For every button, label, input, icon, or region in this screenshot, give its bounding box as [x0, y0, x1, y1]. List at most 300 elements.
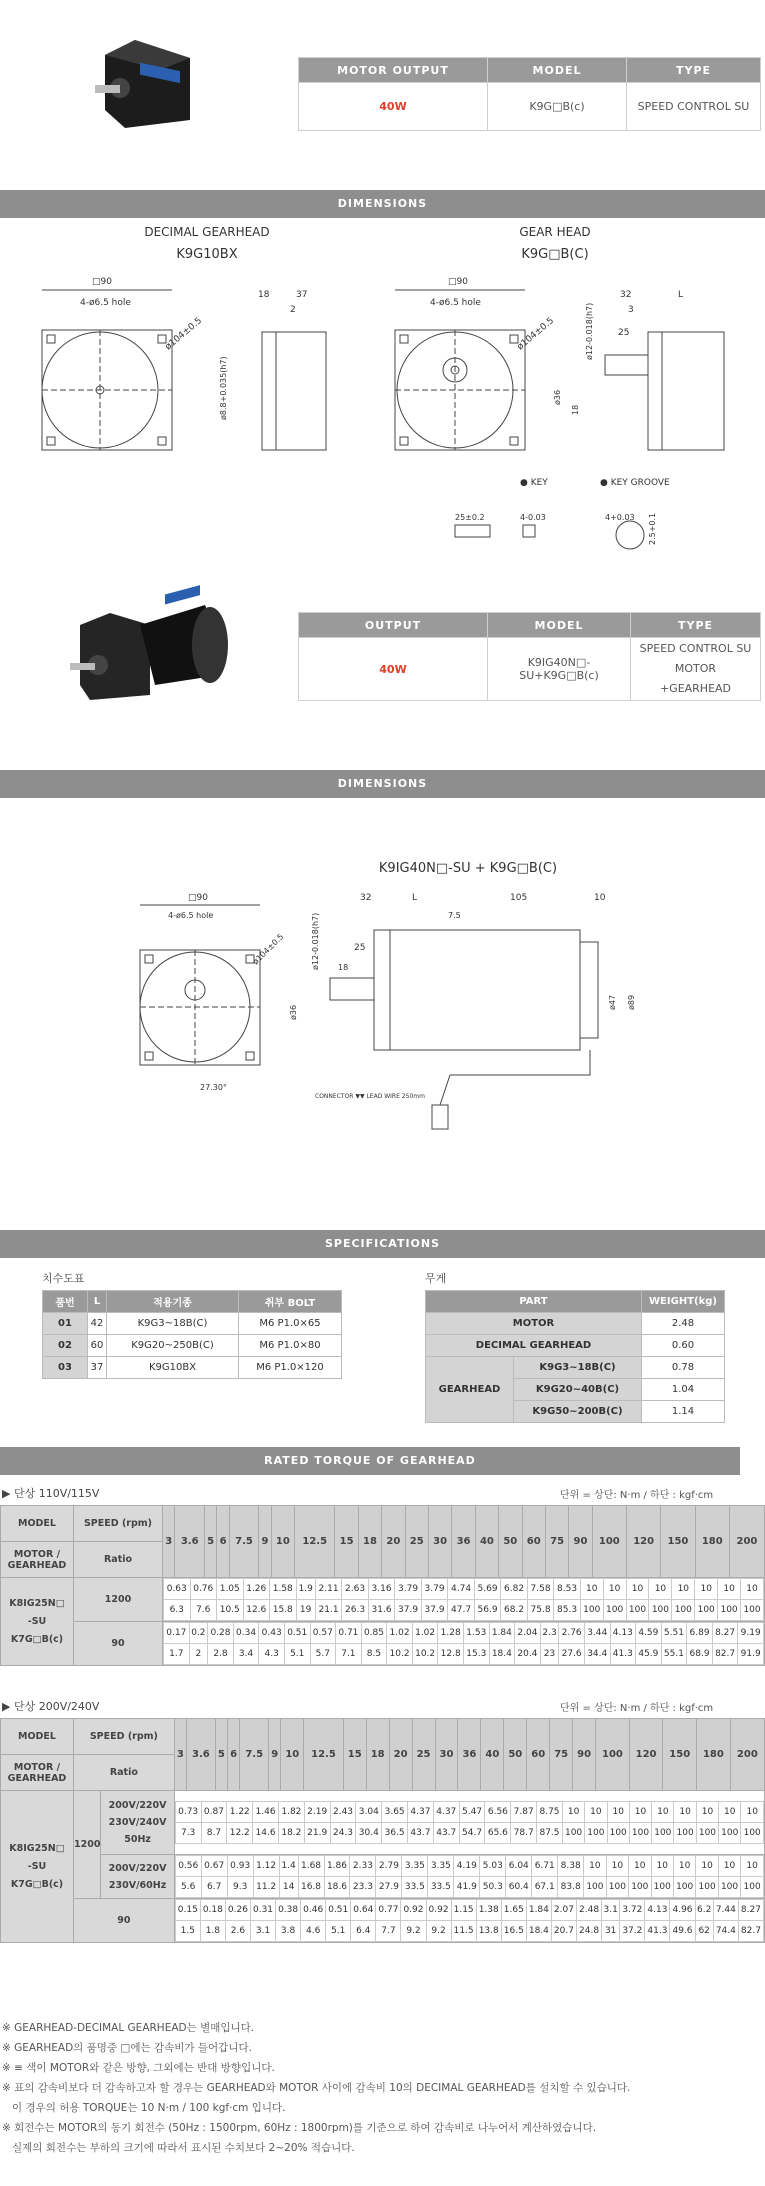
- torque-value-cell: 0.71: [336, 1623, 362, 1644]
- torque-value-cell: 2.43: [330, 1802, 356, 1823]
- torque-value-cell: 4.13: [645, 1900, 670, 1921]
- dl-label: L: [678, 290, 684, 300]
- gear-head-model: K9G□B(C): [521, 247, 589, 262]
- torque-value-cell: 5.69: [474, 1579, 501, 1600]
- t2-ratio-col: 3.6: [186, 1719, 215, 1791]
- torque-value-cell: 15.8: [270, 1600, 297, 1621]
- dim-cell: 42: [88, 1313, 107, 1335]
- t2-ratio-col: 180: [697, 1719, 731, 1791]
- motor-output-table: [298, 57, 761, 131]
- weight-header-weight: WEIGHT(kg): [642, 1291, 725, 1313]
- torque-value-cell: 24.8: [576, 1921, 601, 1942]
- k4-label: 4-0.03: [520, 513, 546, 522]
- torque-value-cell: 5.47: [459, 1802, 485, 1823]
- t1-ratio-col: 9: [259, 1506, 271, 1578]
- torque-value-cell: 10: [718, 1579, 741, 1600]
- torque-value-cell: 0.26: [225, 1900, 250, 1921]
- t1-ratio-col: 180: [695, 1506, 729, 1578]
- t1-ratio-col: 100: [592, 1506, 626, 1578]
- torque-value-cell: 6.4: [351, 1921, 376, 1942]
- t1-ratio-col: 30: [428, 1506, 451, 1578]
- torque-value-cell: 100: [629, 1877, 651, 1898]
- torque-value-cell: 10: [649, 1579, 672, 1600]
- t2-row-50hz: [174, 1791, 764, 1855]
- torque-value-cell: 8.75: [537, 1802, 563, 1823]
- torque-value-cell: 49.6: [670, 1921, 695, 1942]
- t1-model-line: K8IG25N□: [9, 1597, 65, 1609]
- t2-v50-line: 50Hz: [124, 1834, 151, 1845]
- k25-label: 25±0.2: [455, 513, 485, 522]
- torque-value-cell: 5.1: [284, 1644, 310, 1665]
- torque-value-cell: 3.44: [584, 1623, 610, 1644]
- torque-value-cell: 100: [673, 1877, 695, 1898]
- t1-motor-label: MOTOR / GEARHEAD: [1, 1542, 74, 1578]
- t1-ratio-col: 50: [499, 1506, 522, 1578]
- torque-value-cell: 3.79: [395, 1579, 422, 1600]
- weight-motor-value: 2.48: [642, 1313, 725, 1335]
- t2-ratio-col: 20: [389, 1719, 412, 1791]
- t1-ratio-col: 200: [729, 1506, 764, 1578]
- torque-value-cell: 10: [585, 1802, 607, 1823]
- t2-ratio-col: 50: [504, 1719, 527, 1791]
- torque-value-cell: 10: [607, 1802, 629, 1823]
- t1-rpm-90: 90: [74, 1622, 163, 1666]
- dim2-d18: 18: [338, 963, 349, 972]
- t1-ratio-col: 40: [475, 1506, 498, 1578]
- t2-model-line: K7G□B(c): [10, 1878, 64, 1890]
- dim-table-h1: L: [88, 1291, 107, 1313]
- torque-value-cell: 100: [718, 1600, 741, 1621]
- torque-value-cell: 41.9: [454, 1877, 480, 1898]
- torque-value-cell: 10: [651, 1856, 673, 1877]
- torque-value-cell: 10: [652, 1802, 674, 1823]
- torque-value-cell: 31.6: [368, 1600, 395, 1621]
- type-value-2: [631, 638, 761, 701]
- torque-value-cell: 2.76: [559, 1623, 585, 1644]
- torque-value-cell: 16.8: [298, 1877, 324, 1898]
- header-type: TYPE: [627, 58, 761, 83]
- t2-row-60hz: [174, 1855, 764, 1899]
- torque-value-cell: 10: [741, 1802, 764, 1823]
- torque-value-cell: 6.04: [506, 1856, 532, 1877]
- torque-value-cell: 6.3: [164, 1600, 191, 1621]
- torque-value-cell: 30.4: [356, 1823, 382, 1844]
- torque-value-cell: 100: [741, 1600, 764, 1621]
- note-line: ※ GEARHEAD의 품명중 □에는 감속비가 들어갑니다.: [2, 2042, 252, 2054]
- t1-row-1200: [163, 1578, 765, 1622]
- torque-value-cell: 100: [562, 1823, 584, 1844]
- torque-value-cell: 10: [741, 1856, 764, 1877]
- torque-value-cell: 6.56: [485, 1802, 511, 1823]
- torque-value-cell: 0.92: [426, 1900, 451, 1921]
- type-line-2: MOTOR: [674, 662, 717, 675]
- t1-row-90-grid: [163, 1622, 764, 1665]
- torque-value-cell: 43.7: [433, 1823, 459, 1844]
- torque-value-cell: 67.1: [532, 1877, 558, 1898]
- torque-value-cell: 2.07: [551, 1900, 576, 1921]
- torque-value-cell: 1.84: [489, 1623, 515, 1644]
- sq90-label-2: □90: [448, 277, 468, 287]
- torque-value-cell: 3.79: [421, 1579, 448, 1600]
- torque-value-cell: 5.03: [480, 1856, 506, 1877]
- torque-value-cell: 45.9: [636, 1644, 662, 1665]
- note-line: ※ GEARHEAD-DECIMAL GEARHEAD는 별매입니다.: [2, 2022, 255, 2034]
- torque-value-cell: 10: [696, 1802, 718, 1823]
- torque-value-cell: 10: [696, 1856, 718, 1877]
- dim-cell: K9G20~250B(C): [107, 1335, 239, 1357]
- d2-label: 2: [290, 305, 296, 315]
- t1-model-line: -SU: [27, 1615, 47, 1627]
- torque-value-cell: 8.7: [201, 1823, 227, 1844]
- torque-value-cell: 1.38: [476, 1900, 501, 1921]
- torque-value-cell: 0.51: [326, 1900, 351, 1921]
- t1-ratio-col: 36: [452, 1506, 475, 1578]
- dimensions-bar-1: DIMENSIONS: [0, 190, 765, 218]
- torque-value-cell: 1.02: [387, 1623, 413, 1644]
- dim2-connector: CONNECTOR ▼▼ LEAD WIRE 250mm: [315, 1093, 425, 1100]
- torque-value-cell: 91.9: [738, 1644, 764, 1665]
- torque-value-cell: 6.89: [687, 1623, 713, 1644]
- torque-value-cell: 41.3: [610, 1644, 636, 1665]
- t1-ratio-col: 20: [382, 1506, 405, 1578]
- torque-value-cell: 65.6: [485, 1823, 511, 1844]
- torque-value-cell: 0.77: [376, 1900, 401, 1921]
- torque-value-cell: 1.68: [298, 1856, 324, 1877]
- torque-value-cell: 14.6: [253, 1823, 279, 1844]
- torque-value-cell: 9.19: [738, 1623, 764, 1644]
- torque-value-cell: 0.2: [189, 1623, 208, 1644]
- torque-value-cell: 7.3: [175, 1823, 201, 1844]
- torque-value-cell: 1.9: [296, 1579, 315, 1600]
- t2-ratio-col: 200: [730, 1719, 764, 1791]
- torque-value-cell: 0.18: [200, 1900, 225, 1921]
- torque-value-cell: 10.2: [387, 1644, 413, 1665]
- torque-value-cell: 26.3: [342, 1600, 369, 1621]
- t2-model-line: -SU: [27, 1860, 47, 1872]
- note-line: ※ ≡ 색이 MOTOR와 같은 방향, 그외에는 반대 방향입니다.: [2, 2062, 275, 2074]
- pcd-label-2: ø104±0.5: [515, 316, 557, 353]
- torque-value-cell: 82.7: [712, 1644, 738, 1665]
- t1-row-1200-grid: [163, 1578, 764, 1621]
- model-value: K9G□B(c): [488, 83, 627, 131]
- type-line-1: SPEED CONTROL SU: [639, 642, 752, 655]
- weight-motor-label: MOTOR: [426, 1313, 642, 1335]
- torque-value-cell: 0.85: [361, 1623, 387, 1644]
- dim2-shaft: ø12-0.018(h7): [311, 912, 320, 970]
- t2-model-line: K8IG25N□: [9, 1842, 65, 1854]
- t2-ratio-col: 12.5: [304, 1719, 344, 1791]
- torque-value-cell: 100: [651, 1877, 673, 1898]
- hole-label-2: 4-ø6.5 hole: [430, 298, 481, 308]
- output-value-2: 40W: [299, 638, 488, 701]
- dimension-drawing-2-svg: [0, 850, 765, 1150]
- torque-value-cell: 0.63: [164, 1579, 191, 1600]
- decimal-gearhead-title: DECIMAL GEARHEAD: [144, 225, 270, 239]
- t2-motor-label: MOTOR / GEARHEAD: [1, 1755, 74, 1791]
- dim2-angle: 27.30°: [200, 1083, 227, 1092]
- type-value: SPEED CONTROL SU: [627, 83, 761, 131]
- torque-value-cell: 0.34: [233, 1623, 259, 1644]
- torque-value-cell: 82.7: [738, 1921, 763, 1942]
- torque-value-cell: 68.2: [501, 1600, 528, 1621]
- torque-value-cell: 21.9: [304, 1823, 330, 1844]
- torque-value-cell: 2.8: [208, 1644, 234, 1665]
- t1-model-name: [1, 1578, 74, 1666]
- dim2-d75: 7.5: [448, 911, 461, 920]
- d18b-label: 18: [571, 404, 580, 415]
- torque-value-cell: 87.5: [537, 1823, 563, 1844]
- torque-value-cell: 56.9: [474, 1600, 501, 1621]
- torque-value-cell: 100: [695, 1600, 718, 1621]
- dim2-pcd: ø104±0.5: [251, 932, 286, 967]
- torque-value-cell: 6.7: [201, 1877, 227, 1898]
- dim-cell: 01: [43, 1313, 88, 1335]
- torque-value-cell: 12.6: [243, 1600, 270, 1621]
- torque1-heading: ▶ 단상 110V/115V: [2, 1487, 100, 1500]
- t2-rpm-90: 90: [74, 1899, 175, 1943]
- torque-value-cell: 1.26: [243, 1579, 270, 1600]
- torque-value-cell: 33.5: [402, 1877, 428, 1898]
- torque-value-cell: 2.33: [350, 1856, 376, 1877]
- torque-value-cell: 62: [695, 1921, 713, 1942]
- weight-table: [425, 1290, 725, 1423]
- torque-value-cell: 1.82: [278, 1802, 304, 1823]
- torque-value-cell: 3.72: [620, 1900, 645, 1921]
- pcd-label-1: ø104±0.5: [163, 316, 205, 353]
- torque-value-cell: 85.3: [554, 1600, 581, 1621]
- torque-value-cell: 100: [584, 1877, 606, 1898]
- torque-value-cell: 4.59: [636, 1623, 662, 1644]
- torque-value-cell: 6.82: [501, 1579, 528, 1600]
- t2-ratio-col: 75: [550, 1719, 573, 1791]
- torque-value-cell: 10: [626, 1579, 649, 1600]
- t2-ratio-col: 6: [228, 1719, 240, 1791]
- torque-value-cell: 6.2: [695, 1900, 713, 1921]
- type-line-3: +GEARHEAD: [659, 682, 732, 695]
- weight-gearhead-label: GEARHEAD: [426, 1357, 514, 1423]
- dimension-drawing-2: [0, 850, 765, 1150]
- torque-value-cell: 10: [741, 1579, 764, 1600]
- dim-cell: K9G3~18B(C): [107, 1313, 239, 1335]
- dim-table-row: [43, 1335, 342, 1357]
- decimal-gearhead-model: K9G10BX: [176, 247, 238, 262]
- t1-ratio-col: 3.6: [175, 1506, 204, 1578]
- torque-value-cell: 8.53: [554, 1579, 581, 1600]
- torque-value-cell: 2.19: [304, 1802, 330, 1823]
- dim2-d89: ø89: [627, 994, 636, 1010]
- torque-value-cell: 74.4: [713, 1921, 738, 1942]
- torque-value-cell: 24.3: [330, 1823, 356, 1844]
- torque-value-cell: 55.1: [661, 1644, 687, 1665]
- torque-value-cell: 100: [607, 1823, 629, 1844]
- dimension-drawing-1: [0, 220, 765, 570]
- shaft-left-label: ø8.8+0.035(h7): [219, 356, 228, 420]
- t2-ratio-label: Ratio: [74, 1755, 175, 1791]
- torque-value-cell: 0.92: [401, 1900, 426, 1921]
- torque-value-cell: 100: [672, 1600, 695, 1621]
- t2-ratio-col: 10: [281, 1719, 304, 1791]
- torque-value-cell: 0.76: [190, 1579, 217, 1600]
- torque-value-cell: 0.51: [284, 1623, 310, 1644]
- torque-value-cell: 1.28: [438, 1623, 464, 1644]
- torque-value-cell: 100: [741, 1823, 764, 1844]
- torque-value-cell: 7.1: [336, 1644, 362, 1665]
- note-line: 실제의 회전수는 부하의 크기에 따라서 표시된 수치보다 2~20% 적습니다.: [2, 2142, 355, 2154]
- torque-value-cell: 4.13: [610, 1623, 636, 1644]
- t1-model-line: K7G□B(c): [10, 1633, 64, 1645]
- header-type-2: TYPE: [631, 613, 761, 638]
- weight-gear-value: 0.78: [642, 1357, 725, 1379]
- torque-value-cell: 0.64: [351, 1900, 376, 1921]
- torque-value-cell: 3.16: [368, 1579, 395, 1600]
- t1-ratio-col: 6: [217, 1506, 229, 1578]
- torque-value-cell: 37.2: [620, 1921, 645, 1942]
- torque-value-cell: 0.31: [250, 1900, 275, 1921]
- torque-value-cell: 7.6: [190, 1600, 217, 1621]
- torque-value-cell: 16.5: [501, 1921, 526, 1942]
- torque-value-cell: 10: [672, 1579, 695, 1600]
- dim-cell: 60: [88, 1335, 107, 1357]
- dim-table-row: [43, 1357, 342, 1379]
- torque-value-cell: 7.7: [376, 1921, 401, 1942]
- torque-value-cell: 4.3: [259, 1644, 285, 1665]
- torque-value-cell: 100: [629, 1823, 651, 1844]
- note-line: ※ 표의 감속비보다 더 감속하고자 할 경우는 GEARHEAD와 MOTOR 사이에 감속비 10의 DECIMAL GEARHEAD를 설치할 수 있습니다.: [2, 2082, 631, 2094]
- d36-label: ø36: [553, 389, 562, 405]
- header-model: MODEL: [488, 58, 627, 83]
- torque-value-cell: 0.28: [208, 1623, 234, 1644]
- k25b-label: 2.5+0.1: [648, 512, 657, 545]
- t2-row-90: [174, 1899, 764, 1943]
- torque-value-cell: 3.1: [602, 1900, 620, 1921]
- model-value-2: K9IG40N□-SU+K9G□B(c): [488, 638, 631, 701]
- t1-ratio-col: 150: [661, 1506, 695, 1578]
- t1-ratio-col: 12.5: [295, 1506, 335, 1578]
- torque-value-cell: 100: [626, 1600, 649, 1621]
- t1-ratio-col: 15: [335, 1506, 358, 1578]
- torque-value-cell: 100: [718, 1877, 740, 1898]
- dim-table: [42, 1290, 342, 1379]
- t1-speed-label: SPEED (rpm): [74, 1506, 163, 1542]
- torque-value-cell: 1.15: [451, 1900, 476, 1921]
- torque-value-cell: 9.2: [426, 1921, 451, 1942]
- torque-value-cell: 4.37: [408, 1802, 434, 1823]
- t2-ratio-col: 30: [435, 1719, 458, 1791]
- t1-ratio-col: 3: [163, 1506, 175, 1578]
- torque-value-cell: 41.3: [645, 1921, 670, 1942]
- t2-ratio-col: 36: [458, 1719, 481, 1791]
- dim2-d105: 105: [510, 893, 528, 903]
- torque-value-cell: 1.22: [227, 1802, 253, 1823]
- motor-gearhead-table: [298, 612, 761, 701]
- torque-value-cell: 0.46: [301, 1900, 326, 1921]
- torque-value-cell: 100: [606, 1877, 628, 1898]
- dim2-d32: 32: [360, 893, 372, 903]
- gear-head-title: GEAR HEAD: [519, 225, 591, 239]
- torque-value-cell: 1.84: [526, 1900, 551, 1921]
- torque-value-cell: 4.6: [301, 1921, 326, 1942]
- torque-value-cell: 100: [696, 1877, 718, 1898]
- t1-model-label: MODEL: [1, 1506, 74, 1542]
- torque-value-cell: 3.8: [276, 1921, 301, 1942]
- dim2-d25: 25: [354, 943, 366, 953]
- torque-value-cell: 0.38: [276, 1900, 301, 1921]
- dim-cell: M6 P1.0×80: [239, 1335, 342, 1357]
- torque-value-cell: 10: [673, 1856, 695, 1877]
- torque-value-cell: 8.5: [361, 1644, 387, 1665]
- torque-value-cell: 10: [674, 1802, 696, 1823]
- torque-table-110v: [0, 1505, 765, 1666]
- t2-model-name: [1, 1791, 74, 1943]
- torque-value-cell: 37.9: [395, 1600, 422, 1621]
- d25-label: 25: [618, 328, 630, 338]
- weight-decimal-label: DECIMAL GEARHEAD: [426, 1335, 642, 1357]
- weight-gear-model: K9G3~18B(C): [514, 1357, 642, 1379]
- torque-value-cell: 10.5: [217, 1600, 244, 1621]
- key-label: ● KEY: [520, 478, 548, 488]
- note-line: 이 경우의 허용 TORQUE는 10 N·m / 100 kgf·cm 입니다.: [2, 2102, 286, 2114]
- gearhead-image: [90, 30, 200, 130]
- torque-value-cell: 31: [602, 1921, 620, 1942]
- torque-value-cell: 100: [580, 1600, 603, 1621]
- torque-value-cell: 0.43: [259, 1623, 285, 1644]
- dim2-sq90: □90: [188, 893, 208, 903]
- t2-model-label: MODEL: [1, 1719, 74, 1755]
- t1-rpm-1200: 1200: [74, 1578, 163, 1622]
- weight-header-part: PART: [426, 1291, 642, 1313]
- t1-ratio-col: 10: [271, 1506, 294, 1578]
- torque-value-cell: 33.5: [428, 1877, 454, 1898]
- shaft-right-label: ø12-0.018(h7): [585, 302, 594, 360]
- torque-value-cell: 78.7: [511, 1823, 537, 1844]
- dim-table-h0: 품번: [43, 1291, 88, 1313]
- torque-value-cell: 0.73: [175, 1802, 201, 1823]
- dim-table-h3: 취부 BOLT: [239, 1291, 342, 1313]
- t2-v50-line: 230V/240V: [108, 1817, 167, 1828]
- torque-value-cell: 23: [540, 1644, 559, 1665]
- torque-value-cell: 2: [189, 1644, 208, 1665]
- torque-value-cell: 75.8: [527, 1600, 554, 1621]
- torque-value-cell: 0.56: [175, 1856, 201, 1877]
- t2-voltage-50: [101, 1791, 174, 1855]
- torque-value-cell: 20.4: [515, 1644, 541, 1665]
- torque-value-cell: 3.04: [356, 1802, 382, 1823]
- torque-value-cell: 2.3: [540, 1623, 559, 1644]
- notes: [2, 2018, 762, 2158]
- dim-cell: 03: [43, 1357, 88, 1379]
- torque-value-cell: 10.2: [412, 1644, 438, 1665]
- torque-value-cell: 10: [603, 1579, 626, 1600]
- specifications-bar: SPECIFICATIONS: [0, 1230, 765, 1258]
- d32-label: 32: [620, 290, 632, 300]
- dim2-d36: ø36: [289, 1004, 298, 1020]
- torque-value-cell: 8.27: [738, 1900, 763, 1921]
- dim2-title: K9IG40N□-SU + K9G□B(C): [378, 861, 558, 876]
- torque-value-cell: 100: [719, 1823, 741, 1844]
- dim-cell: 02: [43, 1335, 88, 1357]
- t2-ratio-col: 7.5: [240, 1719, 269, 1791]
- torque-value-cell: 1.4: [279, 1856, 298, 1877]
- torque-value-cell: 1.58: [270, 1579, 297, 1600]
- torque-value-cell: 34.4: [584, 1644, 610, 1665]
- torque-value-cell: 1.12: [253, 1856, 279, 1877]
- t2-ratio-col: 15: [343, 1719, 366, 1791]
- torque-value-cell: 18.4: [526, 1921, 551, 1942]
- torque-value-cell: 4.19: [454, 1856, 480, 1877]
- torque-value-cell: 5.1: [326, 1921, 351, 1942]
- torque-value-cell: 15.3: [463, 1644, 489, 1665]
- torque-value-cell: 2.63: [342, 1579, 369, 1600]
